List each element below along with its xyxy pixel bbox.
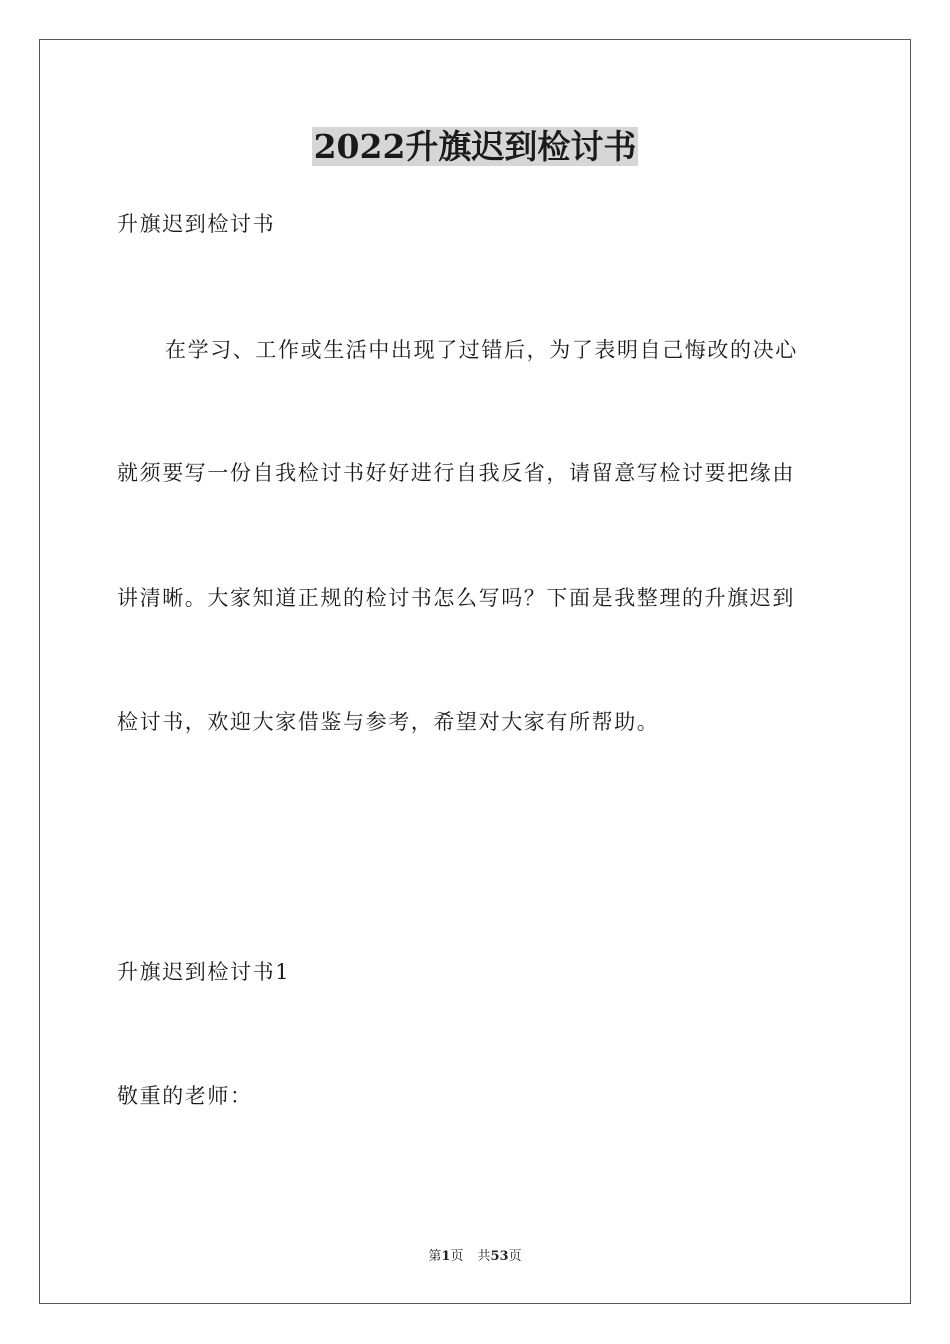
intro-paragraph-line-3: 讲清晰。大家知道正规的检讨书怎么写吗？下面是我整理的升旗迟到	[117, 586, 795, 610]
footer-page-suffix: 页	[450, 1249, 464, 1264]
intro-paragraph-line-2: 就须要写一份自我检讨书好好进行自我反省，请留意写检讨要把缘由	[117, 461, 795, 485]
section-heading: 升旗迟到检讨书1	[117, 960, 291, 984]
page-footer	[0, 1248, 950, 1266]
footer-total-suffix: 页	[508, 1249, 522, 1264]
document-title	[0, 124, 950, 170]
footer-page-current: 1	[441, 1249, 451, 1264]
document-subtitle: 升旗迟到检讨书	[117, 212, 276, 236]
salutation: 敬重的老师：	[117, 1084, 253, 1108]
footer-page-total: 53	[490, 1249, 509, 1264]
footer-page-prefix: 第	[428, 1249, 442, 1264]
intro-paragraph-line-1: 在学习、工作或生活中出现了过错后，为了表明自己悔改的决心	[165, 338, 798, 362]
document-title-text: 2022升旗迟到检讨书	[313, 127, 637, 166]
intro-paragraph-line-4: 检讨书，欢迎大家借鉴与参考，希望对大家有所帮助。	[117, 710, 660, 734]
footer-total-prefix: 共	[477, 1249, 491, 1264]
